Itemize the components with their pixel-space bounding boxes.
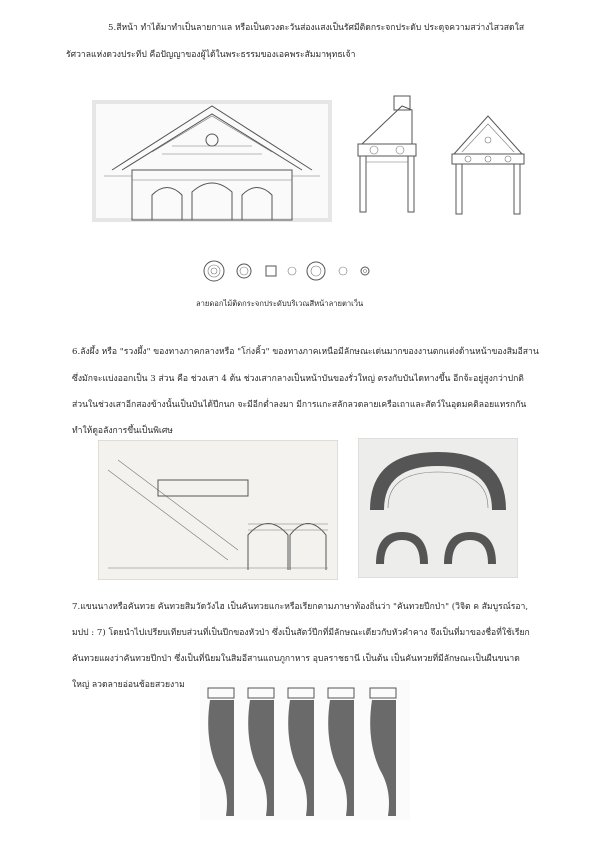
laeng-phueng-carved-panels [358,438,518,578]
section6-line2: ซึ่งมักจะแบ่งออกเป็น 3 ส่วน คือ ช่วงเสา 4 ต้น ช่วงเสากลางเป็นหน้าบันของรั่วใหญ่ ตรงกับบันไดทางขึ้น อีกจ้ะอยู่สูงกว่าปกติ [72,374,524,384]
gable-front-elevation-drawing [448,112,528,216]
laeng-phueng-sketch [98,440,338,580]
gable-side-elevation-drawing [352,92,422,214]
mirror-flower-ornaments [200,258,380,284]
gable-facade-drawing [92,100,332,222]
khan-thuay-brackets-drawing [200,680,410,820]
section5-line2: รัศวาลแห่งดวงประทีป คือปัญญาของผู้ได้ในพระธรรมของเอคพระสัมมาพุทธเจ้า [66,50,356,60]
figure-caption-mirror-flowers: ลายดอกไม้ติดกระจกประดับบริเวณสีหน้าลายตาเว็น [196,299,364,308]
section5-line1: 5.สีหน้า ทำได้มาทำเป็นลายกาแล หรือเป็นดวงตะวันส่องแสงเป็นรัศมีติดกระจกประดับ ประดุจความสว่างไสวสดใส [108,23,525,33]
section7-line3: คันทวยแผงว่าคันทวยปีกป่า ซึ่งเป็นที่นิยมในสิมอีสานแถบภูกาหาร อุบลราชธานี เป็นต้น เป็นคันทวยที่มีลักษณะเป็นผืนขนาด [72,654,520,664]
section6-line3: ส่วนในช่วงเสาอีกสองข้างนั้นเป็นบันได้ปีกนก จะมีอีกต่ำลงมา มีการแกะสลักลวดลายเครือเถาและสัตว์ในอุดมคติลอยแทรกกัน [72,400,527,410]
section7-line4: ใหญ่ ลวดลายอ่อนช้อยสวยงาม [72,680,185,690]
section7-line1: 7.แขนนางหรือคันทวย คันทวยสิมวัดวังไฮ เป็นคันทวยแกะหรือเรียกตามภาษาท้องถิ่นว่า "คันทวยปีกป่า" (วิจิต ค สัมบูรณ์รอา, [72,602,529,612]
section7-line2: มปป : 7) โดยนำไปเปรียบเทียบส่วนที่เป็นปีกของหัวป่า ซึ่งเป็นสัตว์ปีกที่มีลักษณะเดียวกับหัวคำคาง จึงเป็นที่มาของชื่อที่ใช้เรียก [72,628,530,638]
section6-line4: ทำให้ดูอลังการขึ้นเป็นพิเศษ [72,426,173,436]
section6-line1: 6.ลังผึ้ง หรือ "รวงผึ้ง" ของทางภาคกลางหรือ "โก่งคิ้ว" ของทางภาคเหนือมีลักษณะเด่นมากของงานตกแต่งด้านหน้าของสิมอีสาน [72,347,539,357]
